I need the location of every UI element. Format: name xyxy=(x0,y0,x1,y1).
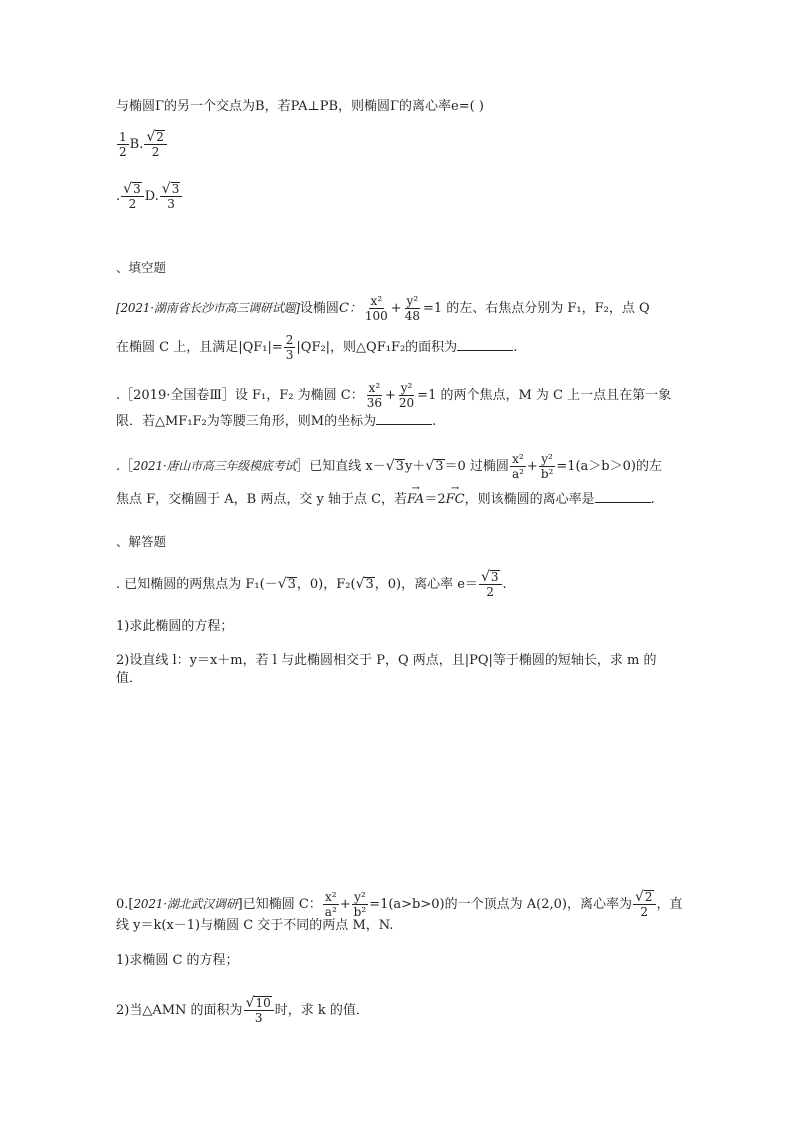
answer-1-part-1: 1)求此椭圆的方程； xyxy=(116,619,234,634)
option-a-fraction: $\frac{1}{2}$ xyxy=(119,130,127,159)
fill-1-line-2: 在椭圆 C 上，且满足|QF₁|= $\frac{2}{3}$ |QF₂|，则△QF₁F₂的面积为 . xyxy=(116,333,518,362)
option-c-fraction: √ 3 2 xyxy=(121,182,144,211)
answer-2-part-1: 1)求椭圆 C 的方程； xyxy=(116,953,239,968)
options-ab xyxy=(116,130,168,159)
answer-1-part-2-line-2: 值． xyxy=(116,671,143,686)
answer-blank xyxy=(457,338,513,351)
section-answer-heading: 、解答题 xyxy=(116,534,167,549)
fill-3-line-2: 焦点 F，交椭圆于 A，B 两点，交 y 轴于点 C，若→ FA＝2→ FC，则该椭圆的离心率是 . xyxy=(116,490,655,509)
question-intro: 与椭圆Γ的另一个交点为B，若PA⊥PB，则椭圆Γ的离心率e=( ) xyxy=(116,99,484,114)
answer-blank xyxy=(376,412,432,425)
fill-2-line-2: 限．若△MF₁F₂为等腰三角形，则M的坐标为 . xyxy=(116,414,437,429)
option-d-fraction: √ 3 3 xyxy=(160,182,183,211)
answer-1-part-2-line-1: 2)设直线 l：y＝x＋m，若 l 与此椭圆相交于 P，Q 两点，且|PQ|等于椭圆的短轴长，求 m 的 xyxy=(116,653,657,668)
fill-1-line-1: [2021·湖南省长沙市高三调研试题]设椭圆C： $\frac{\text{x²}}{100}$ + $\frac{\text{y²}}{48}$ =1 的左、右焦点分别为 F₁，F₂，点 Q xyxy=(116,294,650,323)
answer-blank xyxy=(595,490,651,503)
fill-3-line-1: .［2021·唐山市高三年级模底考试］已知直线 x－ √ 3 y＋ √ 3 ＝0 过椭圆 $\frac{\text{x²}}{\text{a²}}$ + $\frac{\text{y²}}{\text{b²}}$ =1(a＞b＞0)的左 xyxy=(116,452,662,481)
options-cd: . √ 3 2 D. √ 3 3 xyxy=(116,182,183,211)
option-b-fraction: √ 2 2 xyxy=(144,130,167,159)
answer-2-line-2: 线 y＝k(x－1)与椭圆 C 交于不同的两点 M，N. xyxy=(116,918,394,933)
answer-2-part-2: 2)当△AMN 的面积为 √ 10 3 时，求 k 的值． xyxy=(116,995,369,1025)
option-b-label: B. xyxy=(129,137,144,152)
fill-2-line-1: .［2019·全国卷Ⅲ］设 F₁，F₂ 为椭圆 C： $\frac{\text{x²}}{36}$ + $\frac{\text{y²}}{20}$ =1 的两个焦点，M 为 C 上一点且在第一象 xyxy=(116,381,672,410)
section-fill-heading: 、填空题 xyxy=(116,260,167,275)
answer-2-line-1: 0.[2021·湖北武汉调研]已知椭圆 C： $\frac{\text{x²}}{\text{a²}}$ + $\frac{\text{y²}}{\text{b²}}$ =1(a>b>0)的一个顶点为 A(2,0)，离心率为 √ 2 2 ，直 xyxy=(116,889,683,919)
answer-1-line-1: . 已知椭圆的两焦点为 F₁(－ √ 3 ，0)，F₂( √ 3 ，0)，离心率 e＝ √ 3 2 . xyxy=(116,569,507,599)
option-d-label: D. xyxy=(144,189,159,204)
